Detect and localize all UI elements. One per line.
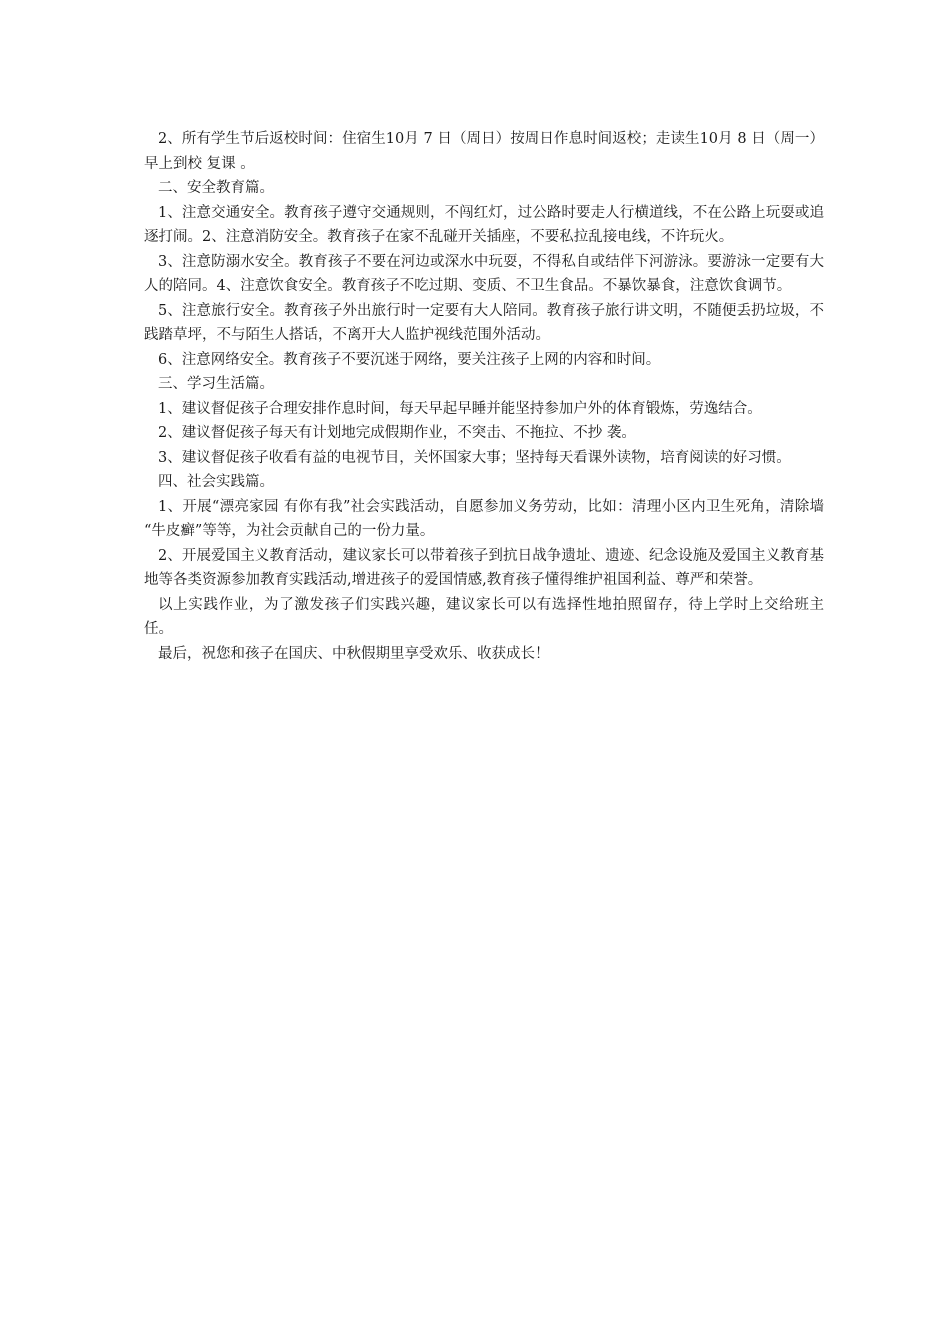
paragraph-homework: 2、建议督促孩子每天有计划地完成假期作业，不突击、不拖拉、不抄 袭。 [158, 425, 636, 441]
paragraph-schedule: 1、建议督促孩子合理安排作息时间，每天早起早睡并能坚持参加户外的体育锻炼，劳逸结合。 [158, 400, 762, 417]
paragraph-closing-wishes: 最后，祝您和孩子在国庆、中秋假期里享受欢乐、收获成长！ [158, 645, 550, 662]
paragraph-internet-safety: 6、注意网络安全。教育孩子不要沉迷于网络，要关注孩子上网的内容和时间。 [158, 351, 661, 368]
document-body [144, 127, 824, 666]
paragraph-traffic-fire-safety: 1、注意交通安全。教育孩子遵守交通规则，不闯红灯，过公路时要走人行横道线，不在公路上玩耍或追逐打闹。2、注意消防安全。教育孩子在家不乱碰开关插座，不要私拉乱接电线，不许玩火。 [144, 204, 824, 245]
section-heading-safety: 二、安全教育篇。 [158, 180, 274, 196]
paragraph-return-time: 2、所有学生节后返校时间：住宿生10月 7 日（周日）按周日作息时间返校；走读生10月 8 日（周一）早上到校 复课 。 [144, 131, 824, 172]
paragraph-volunteer: 1、开展“漂亮家园 有你有我”社会实践活动，自愿参加义务劳动，比如：清理小区内卫生死角，清除墙 “牛皮癣”等等，为社会贡献自己的一份力量。 [144, 498, 824, 539]
paragraph-patriotic-education: 2、开展爱国主义教育活动，建议家长可以带着孩子到抗日战争遗址、遗迹、纪念设施及爱国主义教育基地等各类资源参加教育实践活动,增进孩子的爱国情感,教育孩子懂得维护祖国利益、尊严和荣誉。 [144, 547, 824, 588]
section-heading-social-practice: 四、社会实践篇。 [158, 474, 274, 490]
section-heading-study-life: 三、学习生活篇。 [158, 376, 274, 392]
paragraph-reading: 3、建议督促孩子收看有益的电视节目，关怀国家大事；坚持每天看课外读物，培育阅读的好习惯。 [158, 449, 791, 466]
paragraph-photo-submission: 以上实践作业，为了激发孩子们实践兴趣，建议家长可以有选择性地拍照留存，待上学时上交给班主任。 [144, 596, 824, 637]
paragraph-water-food-safety: 3、注意防溺水安全。教育孩子不要在河边或深水中玩耍，不得私自或结伴下河游泳。要游泳一定要有大人的陪同。4、注意饮食安全。教育孩子不吃过期、变质、不卫生食品。不暴饮暴食，注意饮食调节。 [144, 253, 824, 294]
paragraph-travel-safety: 5、注意旅行安全。教育孩子外出旅行时一定要有大人陪同。教育孩子旅行讲文明，不随便丢扔垃圾，不践踏草坪，不与陌生人搭话，不离开大人监护视线范围外活动。 [144, 302, 824, 343]
